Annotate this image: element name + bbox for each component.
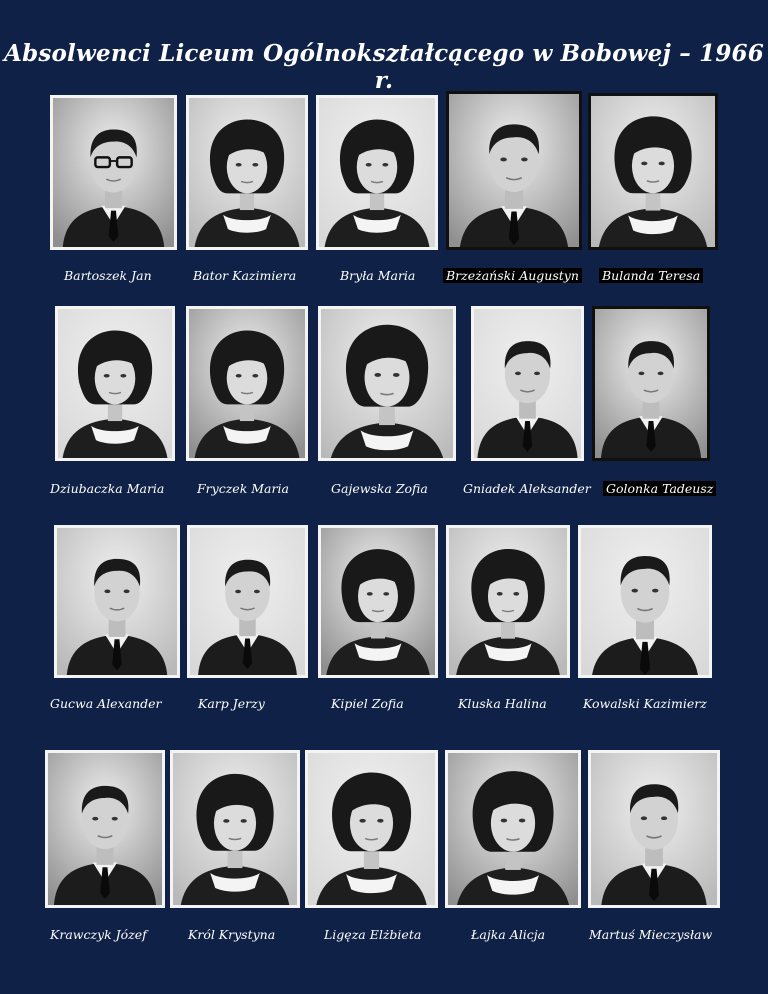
graduate-name: Bryła Maria	[340, 268, 416, 283]
portrait-illustration	[591, 96, 715, 247]
portrait-photo	[54, 525, 180, 678]
portrait-photo	[45, 750, 165, 908]
portrait-photo	[186, 95, 308, 250]
portrait-illustration	[449, 528, 567, 675]
portrait-illustration	[58, 309, 172, 458]
portrait-illustration	[591, 753, 717, 905]
portrait-illustration	[57, 528, 177, 675]
portrait-illustration	[189, 98, 305, 247]
graduate-name: Brzeżański Augustyn	[443, 268, 582, 283]
portrait-illustration	[321, 528, 435, 675]
graduate-name: Łajka Alicja	[471, 927, 546, 942]
portrait-photo	[445, 750, 581, 908]
portrait-illustration	[48, 753, 162, 905]
graduate-name: Martuś Mieczysław	[589, 927, 713, 942]
portrait-photo	[588, 93, 718, 250]
portrait-photo	[316, 95, 438, 250]
portrait-photo	[187, 525, 308, 678]
graduate-name: Bulanda Teresa	[599, 268, 703, 283]
portrait-photo	[305, 750, 438, 908]
portrait-illustration	[308, 753, 435, 905]
graduate-name: Gucwa Alexander	[50, 696, 162, 711]
portrait-photo	[170, 750, 300, 908]
graduate-name: Bator Kazimiera	[193, 268, 297, 283]
graduate-name: Gniadek Aleksander	[463, 481, 591, 496]
portrait-photo	[50, 95, 177, 250]
portrait-photo	[446, 525, 570, 678]
portrait-photo	[55, 306, 175, 461]
portrait-illustration	[474, 309, 581, 458]
portrait-illustration	[581, 528, 709, 675]
graduate-name: Kipiel Zofia	[331, 696, 404, 711]
portrait-photo	[318, 525, 438, 678]
portrait-illustration	[321, 309, 453, 458]
portrait-illustration	[595, 309, 707, 458]
portrait-photo	[446, 91, 582, 250]
portrait-illustration	[173, 753, 297, 905]
portrait-illustration	[319, 98, 435, 247]
portrait-photo	[318, 306, 456, 461]
portrait-photo	[186, 306, 308, 461]
graduate-name: Dziubaczka Maria	[50, 481, 165, 496]
graduate-name: Gajewska Zofia	[331, 481, 428, 496]
portrait-photo	[578, 525, 712, 678]
graduate-name: Kluska Halina	[458, 696, 547, 711]
graduate-name: Kowalski Kazimierz	[583, 696, 707, 711]
portrait-illustration	[53, 98, 174, 247]
graduate-name: Karp Jerzy	[198, 696, 265, 711]
portrait-illustration	[190, 528, 305, 675]
portrait-photo	[592, 306, 710, 461]
portrait-illustration	[189, 309, 305, 458]
graduate-name: Fryczek Maria	[197, 481, 289, 496]
portrait-photo	[471, 306, 584, 461]
portrait-illustration	[449, 94, 579, 247]
page-title: Absolwenci Liceum Ogólnokształcącego w Bobowej – 1966 r.	[4, 40, 764, 94]
graduate-name: Krawczyk Józef	[50, 927, 147, 942]
graduate-name: Ligęza Elżbieta	[324, 927, 422, 942]
graduate-name: Golonka Tadeusz	[603, 481, 716, 496]
portrait-illustration	[448, 753, 578, 905]
graduate-name: Król Krystyna	[188, 927, 276, 942]
graduate-name: Bartoszek Jan	[64, 268, 152, 283]
portrait-photo	[588, 750, 720, 908]
